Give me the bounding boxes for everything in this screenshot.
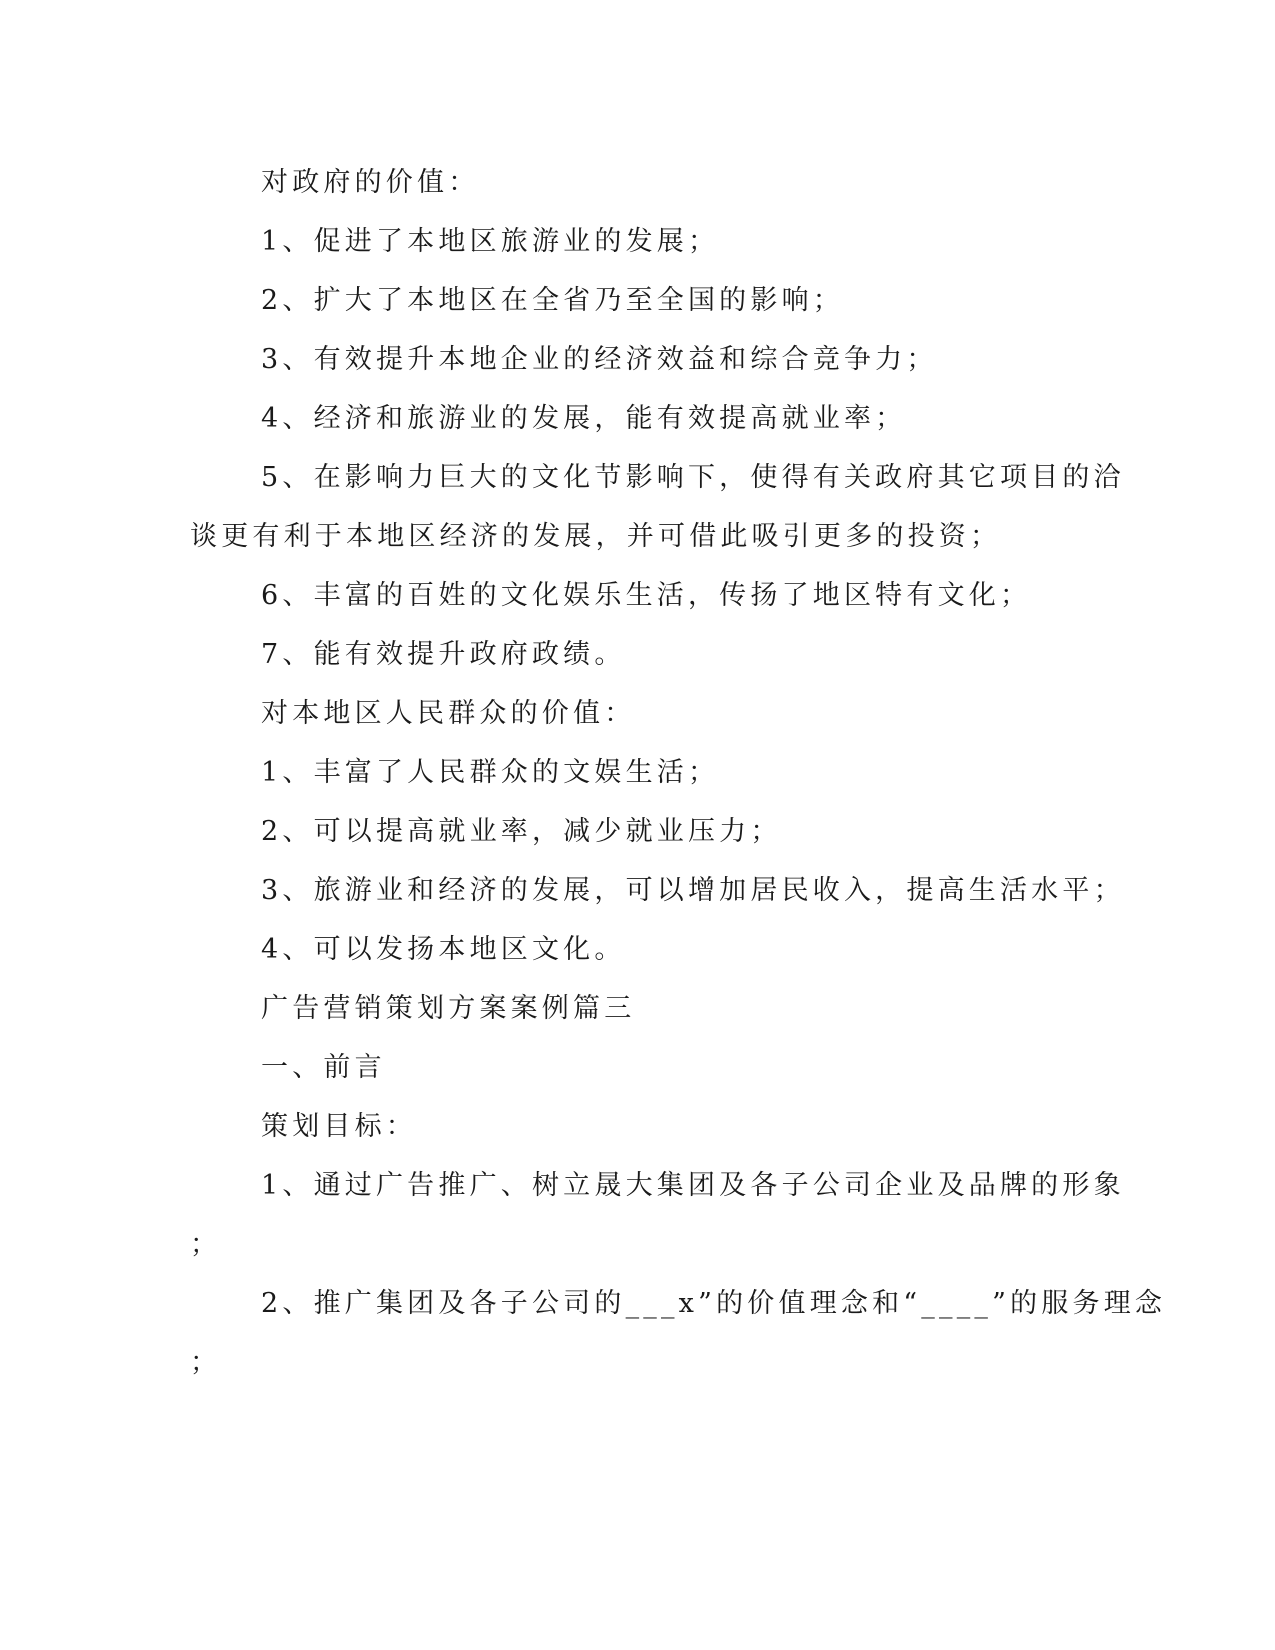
paragraph-goal-1: 1、通过广告推广、树立晟大集团及各子公司企业及品牌的形象	[261, 1170, 1125, 1201]
paragraph-gov-heading: 对政府的价值：	[261, 167, 480, 198]
paragraph-goal-2-end: ；	[190, 1347, 222, 1378]
paragraph-people-4: 4、可以发扬本地区文化。	[261, 934, 626, 965]
paragraph-goal-heading: 策划目标：	[261, 1111, 417, 1142]
paragraph-gov-7: 7、能有效提升政府政绩。	[261, 639, 626, 670]
paragraph-gov-3: 3、有效提升本地企业的经济效益和综合竞争力；	[261, 344, 938, 375]
paragraph-gov-2: 2、扩大了本地区在全省乃至全国的影响；	[261, 285, 844, 316]
section-title: 广告营销策划方案案例篇三	[261, 993, 636, 1024]
paragraph-gov-5-line2: 谈更有利于本地区经济的发展，并可借此吸引更多的投资；	[190, 521, 1002, 552]
paragraph-gov-6: 6、丰富的百姓的文化娱乐生活，传扬了地区特有文化；	[261, 580, 1032, 611]
paragraph-goal-2: 2、推广集团及各子公司的___x”的价值理念和“____”的服务理念	[261, 1288, 1167, 1319]
paragraph-people-3: 3、旅游业和经济的发展，可以增加居民收入，提高生活水平；	[261, 875, 1125, 906]
paragraph-preface: 一、前言	[261, 1052, 386, 1083]
paragraph-people-1: 1、丰富了人民群众的文娱生活；	[261, 757, 720, 788]
paragraph-goal-1-end: ；	[190, 1229, 222, 1260]
paragraph-gov-1: 1、促进了本地区旅游业的发展；	[261, 226, 720, 257]
paragraph-people-2: 2、可以提高就业率，减少就业压力；	[261, 816, 782, 847]
paragraph-people-heading: 对本地区人民群众的价值：	[261, 698, 636, 729]
paragraph-gov-4: 4、经济和旅游业的发展，能有效提高就业率；	[261, 403, 907, 434]
paragraph-gov-5-line1: 5、在影响力巨大的文化节影响下，使得有关政府其它项目的洽	[261, 462, 1125, 493]
